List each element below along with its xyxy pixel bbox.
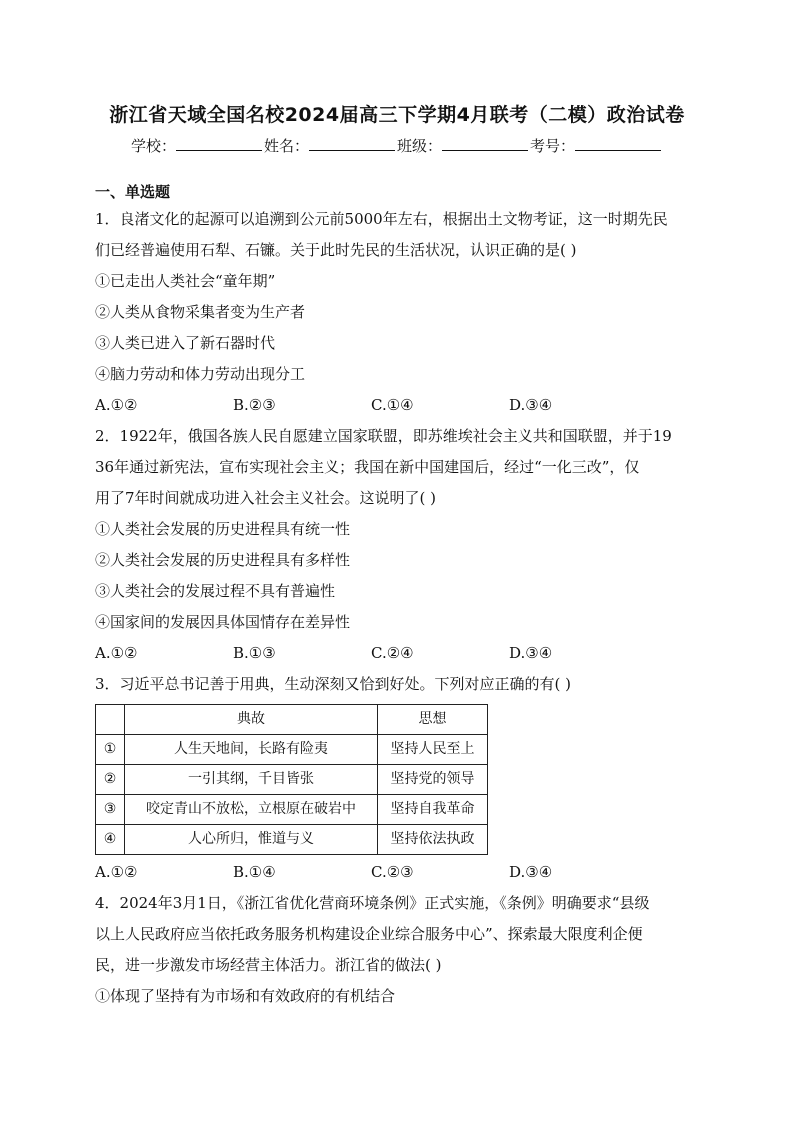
table-row	[96, 735, 488, 765]
statement: ④国家间的发展因具体国情存在差异性	[95, 613, 351, 631]
statement: ③人类已进入了新石器时代	[95, 334, 276, 352]
table-cell: ③	[96, 795, 125, 825]
section-title: 一、单选题	[95, 183, 171, 201]
question-text: 以上人民政府应当依托政务服务机构建设企业综合服务中心”、探索最大限度利企便	[95, 925, 643, 943]
statement: ①体现了坚持有为市场和有效政府的有机结合	[95, 987, 396, 1005]
option-d[interactable]: D.③④	[509, 644, 553, 662]
option-d[interactable]: D.③④	[509, 863, 553, 881]
question-text: 4．2024年3月1日，《浙江省优化营商环境条例》正式实施，《条例》明确要求“县级	[95, 894, 650, 912]
table-cell: 坚持依法执政	[378, 825, 488, 855]
table-cell: ④	[96, 825, 125, 855]
question-text: 3．习近平总书记善于用典，生动深刻又恰到好处。下列对应正确的有( )	[95, 675, 572, 693]
number-label: 考号：	[530, 137, 576, 155]
table-cell: ②	[96, 765, 125, 795]
statement: ①人类社会发展的历史进程具有统一性	[95, 520, 351, 538]
question-4	[95, 888, 705, 1012]
question-3	[95, 669, 705, 888]
table-cell: 咬定青山不放松，立根原在破岩中	[125, 795, 378, 825]
option-b[interactable]: B.①③	[233, 644, 276, 662]
question-text: 36年通过新宪法，宣布实现社会主义；我国在新中国建国后，经过“一化三改”，仅	[95, 458, 640, 476]
statement: ③人类社会的发展过程不具有普遍性	[95, 582, 336, 600]
question-2	[95, 421, 705, 669]
option-b[interactable]: B.②③	[233, 396, 276, 414]
table-cell: 坚持党的领导	[378, 765, 488, 795]
class-label: 班级：	[397, 137, 443, 155]
option-c[interactable]: C.②③	[371, 863, 414, 881]
option-c[interactable]: C.①④	[371, 396, 414, 414]
table-header-row	[96, 705, 488, 735]
table-header-cell: 典故	[125, 705, 378, 735]
exam-content	[95, 180, 705, 1012]
question-text: 们已经普遍使用石犁、石镰。关于此时先民的生活状况，认识正确的是( )	[95, 241, 577, 259]
answer-options	[95, 390, 705, 421]
option-a[interactable]: A.①②	[95, 396, 138, 414]
question-text: 民，进一步激发市场经营主体活力。浙江省的做法( )	[95, 956, 442, 974]
table-cell: 人心所归，惟道与义	[125, 825, 378, 855]
statement: ④脑力劳动和体力劳动出现分工	[95, 365, 306, 383]
table-cell: 一引其纲，千目皆张	[125, 765, 378, 795]
table-cell: 坚持人民至上	[378, 735, 488, 765]
option-c[interactable]: C.②④	[371, 644, 414, 662]
option-d[interactable]: D.③④	[509, 396, 553, 414]
statement: ①已走出人类社会“童年期”	[95, 272, 276, 290]
question-1	[95, 204, 705, 421]
school-label: 学校：	[130, 137, 176, 155]
option-a[interactable]: A.①②	[95, 863, 138, 881]
statement: ②人类社会发展的历史进程具有多样性	[95, 551, 351, 569]
name-blank[interactable]	[309, 136, 395, 151]
page-title: 浙江省天域全国名校2024届高三下学期4月联考（二模）政治试卷	[109, 104, 685, 126]
table-cell: ①	[96, 735, 125, 765]
question-text: 用了7年时间就成功进入社会主义社会。这说明了( )	[95, 489, 437, 507]
table-header-cell: 思想	[378, 705, 488, 735]
answer-options	[95, 638, 705, 669]
table-row	[96, 825, 488, 855]
table-row	[96, 765, 488, 795]
school-blank[interactable]	[176, 136, 262, 151]
table-cell: 人生天地间，长路有险夷	[125, 735, 378, 765]
question-text: 2．1922年，俄国各族人民自愿建立国家联盟，即苏维埃社会主义共和国联盟，并于19	[95, 427, 672, 445]
statement: ②人类从食物采集者变为生产者	[95, 303, 306, 321]
answer-options	[95, 857, 705, 888]
number-blank[interactable]	[575, 136, 661, 151]
option-a[interactable]: A.①②	[95, 644, 138, 662]
question-text: 1．良渚文化的起源可以追溯到公元前5000年左右，根据出土文物考证，这一时期先民	[95, 210, 668, 228]
class-blank[interactable]	[442, 136, 528, 151]
table-header-cell	[96, 705, 125, 735]
allusion-table	[95, 704, 488, 855]
table-cell: 坚持自我革命	[378, 795, 488, 825]
table-row	[96, 795, 488, 825]
name-label: 姓名：	[263, 137, 309, 155]
option-b[interactable]: B.①④	[233, 863, 276, 881]
student-info-line	[0, 135, 794, 156]
